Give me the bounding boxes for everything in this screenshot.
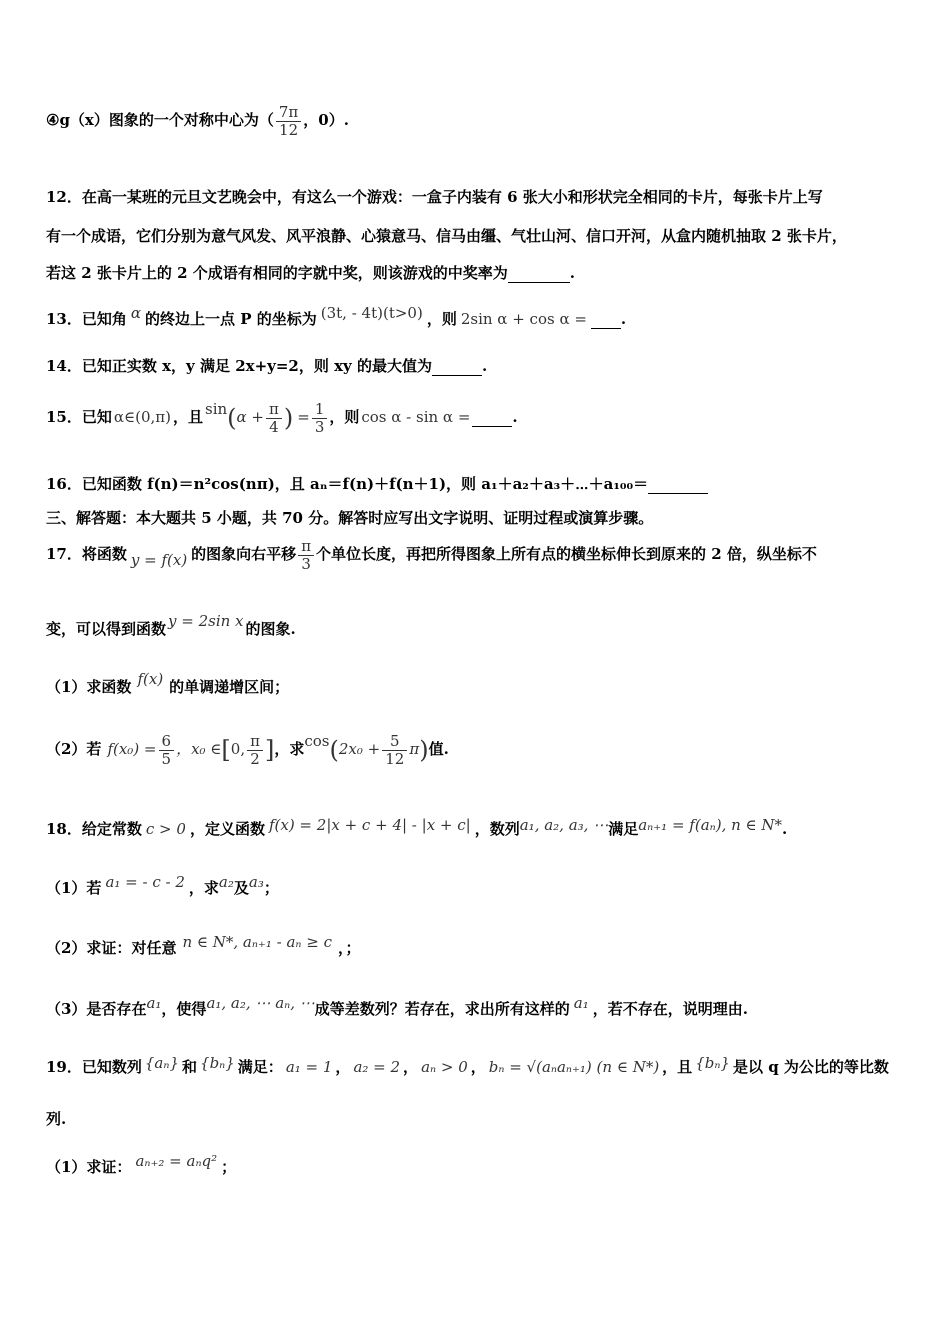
q19-p1-a: （1）求证：: [46, 1158, 132, 1176]
q17-six-fifths: [159, 733, 175, 767]
q12-answer-blank[interactable]: [508, 264, 570, 283]
q18-a2: a₂: [218, 873, 234, 891]
q18-p1-d: ；: [263, 879, 279, 897]
q17-line2: [46, 612, 296, 639]
q19-p1-expr: aₙ₊₂ = aₙq²: [135, 1152, 218, 1170]
q17-pi-over-2: [247, 733, 263, 767]
q17-two: 2: [247, 750, 263, 768]
q19-part1: [46, 1152, 236, 1177]
q18-line-a: 18．给定常数: [46, 820, 142, 838]
q19-line-a: 19．已知数列: [46, 1058, 142, 1076]
q18-part2: [46, 933, 361, 958]
q19-line: [46, 1054, 889, 1077]
q18-a1-again: a₁: [573, 994, 589, 1012]
q13-mid: 的终边上一点 P 的坐标为: [145, 310, 317, 328]
q16-text: 16．已知函数 f(n)＝n²cos(nπ)，且 aₙ＝f(n)＋f(n＋1)，则 a₁＋a₂＋a₃＋⋯＋a₁₀₀＝: [46, 475, 649, 493]
q19-line2: 列.: [46, 1110, 67, 1128]
q13-answer-blank[interactable]: [591, 310, 621, 329]
q19-c1: a₁ = 1: [285, 1058, 333, 1076]
q15-end: .: [512, 408, 518, 426]
q19-line-b: 和: [182, 1058, 198, 1076]
q18-a3: a₃: [248, 873, 264, 891]
q19-p1-b: ；: [221, 1158, 237, 1176]
q19-sep1: ，: [335, 1058, 351, 1076]
q19-bn-text: bₙ: [209, 1054, 226, 1072]
q18-rec: aₙ₊₁ = f(aₙ), n ∈ N*: [638, 816, 783, 834]
q18-p3-a: （3）是否存在: [46, 1000, 147, 1018]
q17-fx: y = f(x): [130, 551, 188, 569]
q18-fx: f(x) = 2|x + c + 4| - |x + c|: [268, 816, 471, 834]
q18-c: c > 0: [145, 820, 186, 838]
q16: [46, 473, 708, 494]
q17-p1-a: （1）求函数: [46, 678, 132, 696]
q13-expr: 2sin α + cos α =: [460, 310, 587, 328]
q13: [46, 304, 626, 329]
q17-p2-f: f(x₀) =: [107, 740, 157, 758]
q15-mid2: ，则: [329, 408, 360, 426]
q15-pi-over-4: [266, 401, 282, 435]
q18-part3: [46, 994, 748, 1019]
q17-five-twelfths: [382, 733, 407, 767]
q17-frac12: 12: [382, 750, 407, 768]
q18-p2-a: （2）求证：对任意: [46, 939, 177, 957]
q17-p2-a: （2）若: [46, 740, 102, 758]
q15-three: 3: [312, 418, 328, 436]
q17-lbracket: [: [221, 736, 231, 764]
q17-cos-inner: 2x₀ +: [338, 740, 381, 758]
q17-pi: π: [301, 537, 312, 555]
q14-text: 14．已知正实数 x，y 满足 2x+y=2，则 xy 的最大值为: [46, 357, 432, 375]
q13-prefix: 13．已知角: [46, 310, 127, 328]
q17-three: 3: [298, 555, 314, 573]
q19-an: {aₙ}: [144, 1054, 179, 1072]
q15-domain: α∈(0,π): [113, 408, 171, 426]
q11-fraction: [276, 104, 301, 138]
q17-line2-b: 的图象.: [245, 620, 296, 638]
q17-frac5: 5: [390, 732, 400, 750]
q18-line-c: ，数列: [474, 820, 520, 838]
q19-bn: {bₙ}: [200, 1054, 235, 1072]
q17-p1-f: f(x): [137, 670, 164, 688]
q16-answer-blank[interactable]: [648, 475, 708, 494]
q17-pi-over-3: [298, 538, 314, 572]
q19-c4: bₙ = √(aₙaₙ₊₁) (n ∈ N*): [488, 1058, 660, 1076]
q15-pi: π: [269, 400, 279, 418]
q19-line-c: 满足：: [237, 1058, 283, 1076]
q17-line1-c: 个单位长度，再把所得图象上所有点的横坐标伸长到原来的 2 倍，纵坐标不: [316, 545, 817, 563]
q18-p3-seq: a₁, a₂, ⋯ aₙ, ⋯: [206, 994, 315, 1012]
q15-prefix: 15．已知: [46, 408, 112, 426]
q17-six: 6: [161, 732, 172, 750]
q13-mid2: ，则: [426, 310, 457, 328]
q15-expr: cos α - sin α =: [361, 408, 471, 426]
q19-line-e: 是以 q 为公比的等比数: [732, 1058, 889, 1076]
q18-seq: a₁, a₂, a₃, ⋯: [519, 816, 609, 834]
q15-one: 1: [314, 400, 325, 418]
q14-answer-blank[interactable]: [432, 357, 482, 376]
q18-p1-c: 及: [233, 879, 249, 897]
q18-p3-c: 成等差数列？若存在，求出所有这样的: [314, 1000, 570, 1018]
q17-part1: [46, 670, 289, 697]
q17-p2-b: ，求: [274, 740, 305, 758]
q17-cos-lparen: (: [329, 736, 339, 764]
q17-p2-x: ，x₀ ∈: [176, 740, 222, 758]
q19-an-text: aₙ: [154, 1054, 170, 1072]
q18-p1-cond: a₁ = - c - 2: [105, 873, 185, 891]
q12-line2: 有一个成语，它们分别为意气风发、风平浪静、心猿意马、信马由缰、气壮山河、信口开河，从盒内随机抽取 2 张卡片，: [46, 227, 847, 245]
q11-frac-num: 7π: [278, 103, 299, 121]
q19-sep3: ，: [470, 1058, 486, 1076]
q12-line3: [46, 262, 575, 283]
q18-line-b: ，定义函数: [189, 820, 265, 838]
q17-five: 5: [159, 750, 175, 768]
q15-one-third: [312, 401, 328, 435]
q18-p2-cond: n ∈ N*, aₙ₊₁ - aₙ ≥ c: [182, 933, 332, 951]
q11-item4: [46, 104, 349, 138]
q17-pi2: π: [250, 732, 260, 750]
q17-line1-b: 的图象向右平移: [191, 545, 297, 563]
section3-heading: 三、解答题：本大题共 5 小题，共 70 分。解答时应写出文字说明、证明过程或演算步骤。: [46, 509, 654, 527]
q13-coord: (3t, - 4t)(t>0): [320, 304, 423, 322]
q17-part2: [46, 732, 449, 767]
q17-y2: y = 2sin x: [168, 612, 244, 630]
q15: [46, 400, 518, 435]
q14-end: .: [481, 357, 488, 375]
q17-zero: 0,: [230, 740, 246, 758]
q15-rparen: ): [283, 404, 294, 432]
q11-suffix: ，0）.: [303, 111, 349, 129]
q17-p2-c: 值.: [428, 740, 449, 758]
q15-sin: sin: [205, 400, 228, 418]
q17-cos: cos: [304, 732, 330, 750]
q18-line-d: 满足: [608, 820, 639, 838]
q19-sep2: ，: [403, 1058, 419, 1076]
q11-frac-den: 12: [276, 121, 301, 139]
q17-rbracket: ]: [264, 736, 275, 764]
q19-c2: a₂ = 2: [353, 1058, 401, 1076]
q19-line-d: ，且: [662, 1058, 693, 1076]
q12-end: .: [569, 264, 576, 282]
q18-end: .: [782, 820, 788, 838]
q17-line2-a: 变，可以得到函数: [46, 620, 167, 638]
q17-line1: [46, 538, 817, 572]
q17-p1-b: 的单调递增区间；: [169, 678, 290, 696]
q18-p3-b: ，使得: [161, 1000, 207, 1018]
q18-part1: [46, 873, 279, 898]
q12-line1: 12．在高一某班的元旦文艺晚会中，有这么一个游戏：一盒子内装有 6 张大小和形状完全相同的卡片，每张卡片上写: [46, 188, 823, 206]
q18-line: [46, 816, 787, 839]
q19-bn-again: {bₙ}: [695, 1054, 730, 1072]
q17-cos-pi: π: [409, 740, 420, 758]
q17-line1-a: 17．将函数: [46, 545, 127, 563]
q18-p1-b: ，求: [188, 879, 219, 897]
q11-prefix: ④g（x）图象的一个对称中心为（: [46, 111, 274, 129]
q19-bn-again-text: bₙ: [704, 1054, 721, 1072]
q13-end: .: [620, 310, 627, 328]
q15-lparen: (: [227, 404, 237, 432]
q15-inner: α +: [236, 408, 264, 426]
q12-line3-text: 若这 2 张卡片上的 2 个成语有相同的字就中奖，则该游戏的中奖率为: [46, 264, 508, 282]
q18-a1: a₁: [146, 994, 162, 1012]
q17-cos-rparen: ): [419, 736, 429, 764]
q19-c3: aₙ > 0: [421, 1058, 468, 1076]
q15-mid: ，且: [172, 408, 203, 426]
q15-answer-blank[interactable]: [472, 408, 512, 427]
q18-p2-b: ，；: [338, 939, 361, 957]
q14: [46, 355, 487, 376]
q18-p1-a: （1）若: [46, 879, 102, 897]
q15-eq: =: [297, 408, 310, 426]
q18-p3-d: ，若不存在，说明理由.: [592, 1000, 748, 1018]
q15-four: 4: [266, 418, 282, 436]
q13-alpha: α: [130, 304, 142, 322]
